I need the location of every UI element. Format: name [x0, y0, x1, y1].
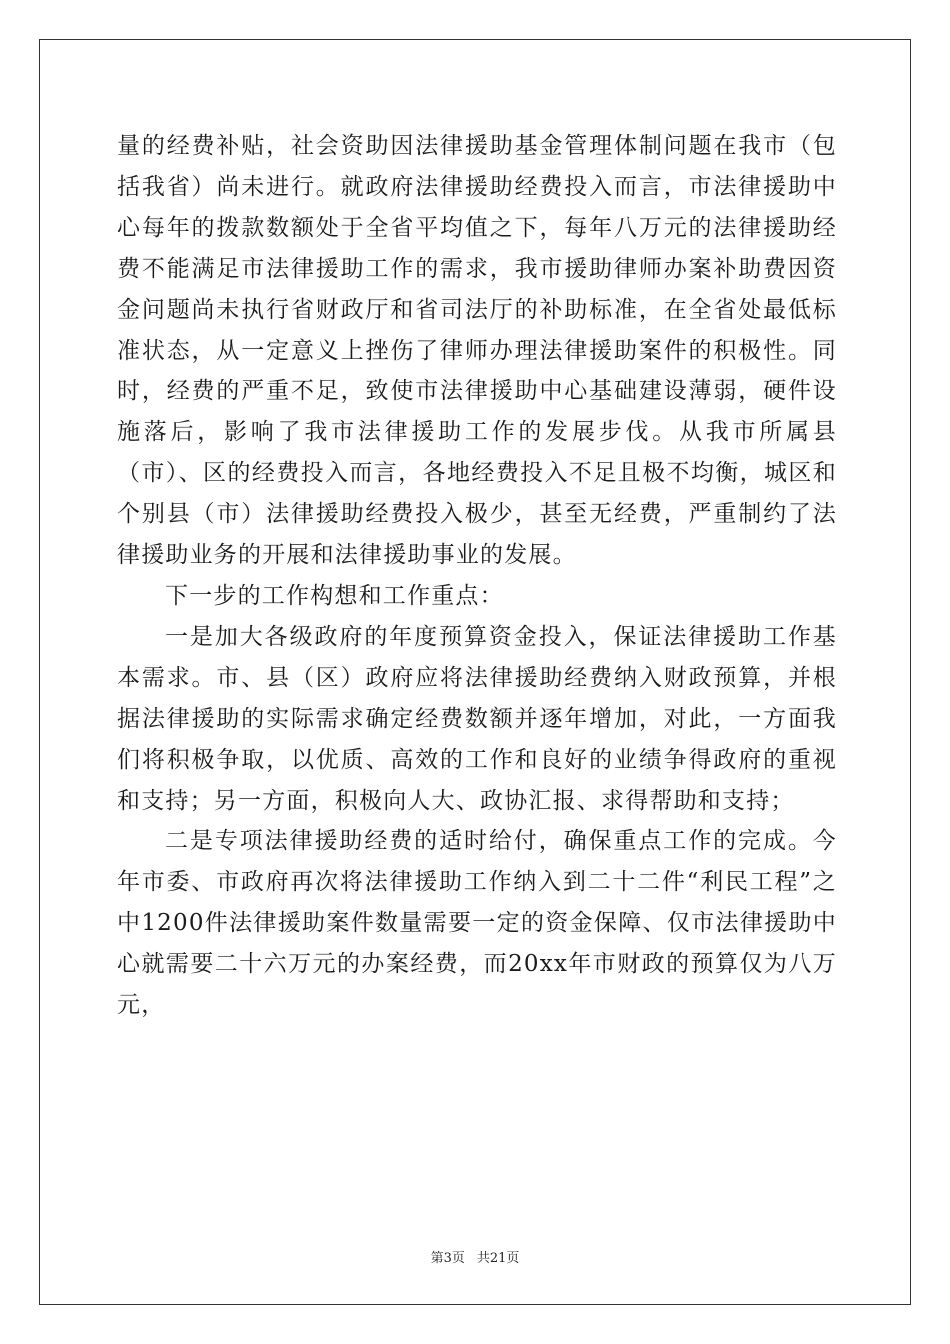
paragraph-next-steps-heading: 下一步的工作构想和工作重点：	[165, 582, 504, 609]
paragraph-funding-status: 量的经费补贴，社会资助因法律援助基金管理体制问题在我市（包括我省）尚未进行。就政府法律援助经费投入而言，市法律援助中心每年的拨款数额处于全省平均值之下，每年八万元的法律援助经费不能满足市法律援助工作的需求，我市援助律师办案补助费因资金问题尚未执行省财政厅和省司法厅的补助标准，在全省处最低标准状态，从一定意义上挫伤了律师办理法律援助案件的积极性。同时，经费的严重不足，致使市法律援助中心基础建设薄弱，硬件设施落后，影响了我市法律援助工作的发展步伐。从我市所属县（市）、区的经费投入而言，各地经费投入不足且极不均衡，城区和个别县（市）法律援助经费投入极少，甚至无经费，严重制约了法律援助业务的开展和法律援助事业的发展。	[117, 133, 837, 569]
paragraph-point-two: 二是专项法律援助经费的适时给付，确保重点工作的完成。今年市委、市政府再次将法律援助工作纳入到二十二件“利民工程”之中1200件法律援助案件数量需要一定的资金保障、仅市法律援助中心就需要二十六万元的办案经费，而20xx年市财政的预算仅为八万元，	[117, 828, 837, 1019]
page-number: 第3页	[430, 1251, 465, 1266]
page-total: 共21页	[476, 1251, 520, 1266]
page-footer	[0, 1247, 950, 1266]
paragraph-point-one: 一是加大各级政府的年度预算资金投入，保证法律援助工作基本需求。市、县（区）政府应将法律援助经费纳入财政预算，并根据法律援助的实际需求确定经费数额并逐年增加，对此，一方面我们将积极争取，以优质、高效的工作和良好的业绩争得政府的重视和支持；另一方面，积极向人大、政协汇报、求得帮助和支持；	[117, 623, 837, 814]
document-body	[117, 126, 837, 1026]
